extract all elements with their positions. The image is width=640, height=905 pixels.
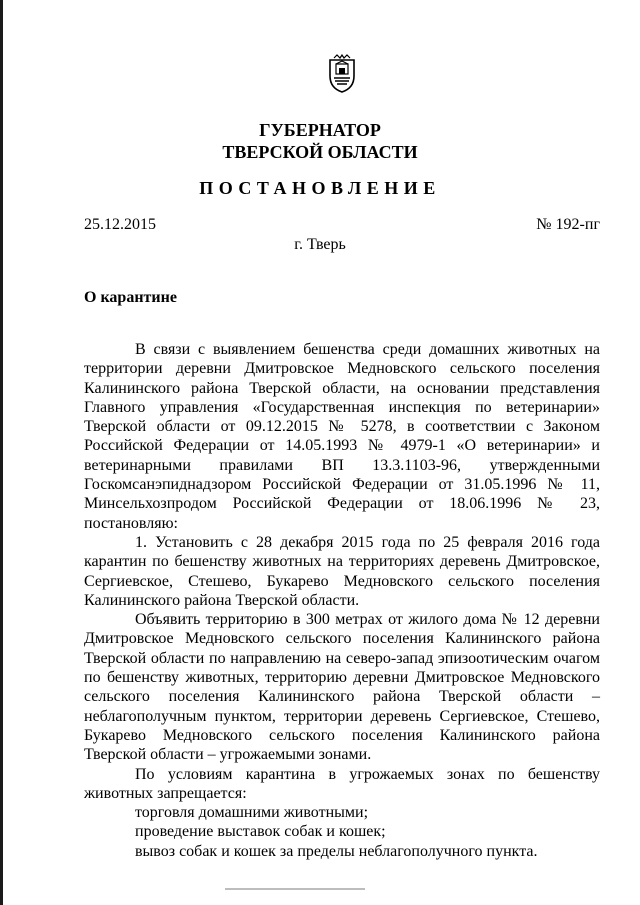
document-city: г. Тверь [294, 236, 346, 253]
scan-bottom-mark [225, 888, 365, 890]
authority-title-line1: ГУБЕРНАТОР [259, 120, 381, 140]
document-type-title: ПОСТАНОВЛЕНИЕ [199, 178, 441, 198]
prohibition-item: проведение выставок собак и кошек; [135, 823, 386, 841]
coat-of-arms-icon [327, 54, 357, 94]
document-subject: О карантине [84, 289, 177, 306]
document-number: № 192-пг [536, 216, 600, 233]
document-date: 25.12.2015 [84, 216, 156, 233]
item-1-paragraph: 1. Установить с 28 декабря 2015 года по 25 февраля 2016 года карантин по бешенству животных на территориях деревень Дмитровское, Сергиевское, Стешево, Букарево Медновского сельского поселения Калининского района Тверской области. [84, 533, 600, 609]
prohibition-item: торговля домашними животными; [135, 804, 369, 822]
prohibitions-intro-paragraph: По условиям карантина в угрожаемых зонах по бешенству животных запрещается: [84, 765, 600, 802]
quarantine-zones-paragraph: Объявить территорию в 300 метрах от жилого дома № 12 деревни Дмитровское Медновского сельского поселения Калининского района Тверской области по направлению на северо-запад эпизоотическим очагом по бешенству животных, территорию деревни Дмитровское Медновского сельского поселения Калининского района Тверской области – неблагополучным пунктом, территории деревень Сергиевское, Стешево, Букарево Медновского сельского поселения Калининского района Тверской области – угрожаемыми зонами. [84, 611, 600, 764]
preamble-paragraph: В связи с выявлением бешенства среди домашних животных на территории деревни Дмитровское Медновского сельского поселения Калининского района Тверской области, на основании представления Главного управления «Государственная инспекция по ветеринарии» Тверской области от 09.12.2015 № 5278, в соответствии с Законом Российской Федерации от 14.05.1993 № 4979-1 «О ветеринарии» и ветеринарными правилами ВП 13.3.1103-96, утвержденными Госкомсанэпиднадзором Российской Федерации от 31.05.1996 № 11, Минсельхозпродом Российской Федерации от 18.06.1996 № 23, постановляю: [84, 341, 600, 532]
authority-title-line2: ТВЕРСКОЙ ОБЛАСТИ [222, 142, 418, 162]
document-body [84, 340, 600, 861]
prohibition-item: вывоз собак и кошек за пределы неблагополучного пункта. [135, 842, 538, 860]
